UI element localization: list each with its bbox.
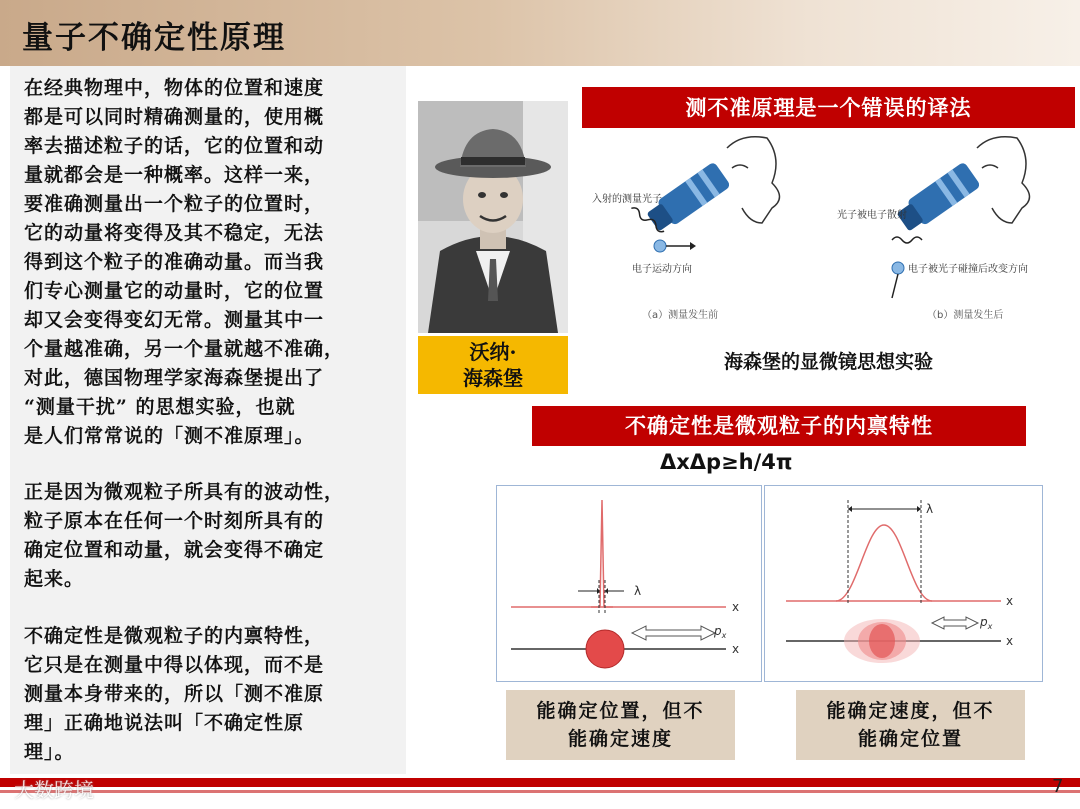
electron-right xyxy=(892,262,904,274)
watermark: 大数跨境 xyxy=(14,778,94,802)
position-certain-box xyxy=(506,690,735,760)
localized-particle xyxy=(586,630,624,668)
footer-bar-thin xyxy=(0,790,1080,793)
box2-line-1: 能确定速度，但不 xyxy=(826,700,995,722)
px-label-left: $p_x$ xyxy=(714,624,727,640)
electron-left xyxy=(654,240,666,252)
observer-face-right xyxy=(977,137,1030,223)
paragraph-classical-physics: 在经典物理中，物体的位置和速度 都是可以同时精确测量的，使用概 率去描述粒子的话，它的位置和动 量就都会是一种概率。这样一来， 要准确测量出一个粒子的位置时， 它的动量将变得及其不稳定，无法 得到这个粒子的准确动量。而当我 们专心测量它的动量时，它的位置 却又会变得变幻无常。测量其中一 个量越准确，另一个量就越不准确， 对此，德国物理学家海森堡提出了 “测量干扰” 的思想实验，也就 是人们常常说的「测不准原理」。 xyxy=(24,77,345,447)
x-axis-label-right-bottom: x xyxy=(1006,634,1014,648)
right-photon-label: 光子被电子散射 xyxy=(837,210,907,221)
caption-line-2: 海森堡 xyxy=(463,366,523,390)
photo-caption xyxy=(418,336,568,394)
box2-line-2: 能确定位置 xyxy=(857,728,963,750)
left-electron-label: 电子运动方向 xyxy=(632,264,692,275)
px-label-right: $p_x$ xyxy=(980,615,993,631)
microscope-diagram xyxy=(582,128,1075,340)
left-sub-caption: （a）测量发生前 xyxy=(642,310,719,321)
left-photon-label: 入射的测量光子 xyxy=(592,194,662,205)
wave-packet-diagram xyxy=(496,485,1043,683)
x-axis-label-left-bottom: x xyxy=(732,642,740,656)
caption-line-1: 沃纳· xyxy=(469,340,517,364)
microscope-icon-right xyxy=(894,161,981,234)
velocity-certain-box xyxy=(796,690,1025,760)
footer-bar xyxy=(0,778,1080,787)
page-title: 量子不确定性原理 xyxy=(22,20,286,56)
mistranslation-banner: 测不准原理是一个错误的译法 xyxy=(582,87,1075,128)
heisenberg-photo xyxy=(418,101,568,333)
observer-face-left xyxy=(727,137,780,223)
right-electron-label: 电子被光子碰撞后改变方向 xyxy=(908,264,1028,275)
lambda-label-left: λ xyxy=(634,584,642,598)
box1-line-1: 能确定位置，但不 xyxy=(536,700,705,722)
intrinsic-property-banner: 不确定性是微观粒子的内禀特性 xyxy=(532,406,1026,446)
x-axis-label-left-top: x xyxy=(732,600,740,614)
uncertainty-formula: ΔxΔp≥h/4π xyxy=(660,450,793,474)
right-sub-caption: （b）测量发生后 xyxy=(927,310,1004,321)
paragraph-intrinsic-property: 不确定性是微观粒子的内禀特性， 它只是在测量中得以体现，而不是 测量本身带来的，所以「测不准原 理」正确地说法叫「不确定性原 理」。 xyxy=(24,625,325,763)
page-number: 7 xyxy=(1052,776,1064,797)
microscope-caption: 海森堡的显微镜思想实验 xyxy=(723,351,933,373)
paragraph-wave-nature: 正是因为微观粒子所具有的波动性， 粒子原本在任何一个时刻所具有的 确定位置和动量，就会变得不确定 起来。 xyxy=(24,481,345,590)
x-axis-label-right-top: x xyxy=(1006,594,1014,608)
lambda-label-right: λ xyxy=(926,502,934,516)
left-wave-panel xyxy=(497,486,762,682)
left-text-panel xyxy=(10,66,406,774)
box1-line-2: 能确定速度 xyxy=(567,728,673,750)
